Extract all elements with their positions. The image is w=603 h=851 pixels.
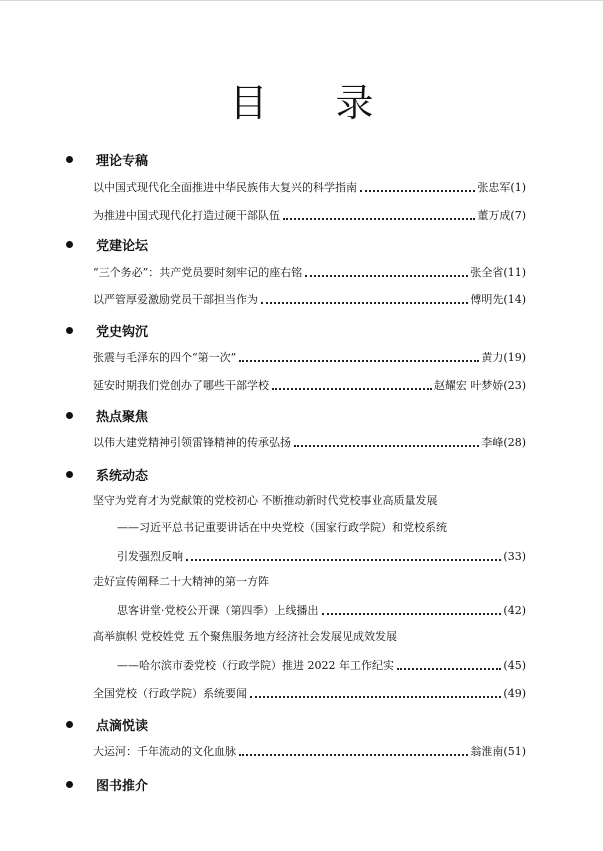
section-title: 理论专稿 (96, 153, 149, 169)
bullet-icon (66, 241, 73, 248)
entry-title: 引发强烈反响 (117, 550, 183, 563)
leader-dots (186, 559, 501, 561)
leader-dots (305, 275, 468, 277)
leader-dots (250, 696, 501, 698)
bullet-icon (66, 412, 73, 419)
leader-dots (239, 360, 479, 362)
entry-page: (51) (503, 745, 526, 758)
entry-author: 李峰 (481, 436, 504, 449)
entry-title-line[interactable]: 坚守为党育才为党献策的党校初心 不断推动新时代党校事业高质量发展 (93, 494, 438, 507)
bullet-icon (66, 471, 73, 478)
toc-entry[interactable] (93, 375, 526, 393)
leader-dots (294, 445, 479, 447)
section-title: 系统动态 (96, 468, 149, 484)
section-title: 图书推介 (96, 778, 149, 794)
section-heading (66, 234, 148, 254)
leader-dots (261, 302, 468, 304)
entry-title: 延安时期我们党创办了哪些干部学校 (93, 379, 269, 392)
bullet-icon (66, 781, 73, 788)
entry-author: 傅明先 (470, 293, 504, 306)
section-title: 党史钩沉 (96, 324, 149, 340)
entry-author: 翁淮南 (470, 745, 504, 758)
entry-page: (23) (503, 379, 526, 392)
entry-title: 以严管厚爱激励党员干部担当作为 (93, 293, 258, 306)
entry-author: 董万成 (477, 209, 511, 222)
bullet-icon (66, 156, 73, 163)
entry-author: 黄力 (481, 351, 504, 364)
toc-entry[interactable] (93, 289, 526, 307)
entry-title: “三个务必”：共产党员要时刻牢记的座右铭 (93, 266, 303, 279)
entry-page: (42) (503, 604, 526, 617)
toc-entry[interactable] (93, 432, 526, 450)
entry-title: 全国党校（行政学院）系统要闻 (93, 687, 247, 700)
toc-entry[interactable] (117, 655, 526, 673)
section-heading (66, 714, 148, 734)
section-title: 热点聚焦 (96, 409, 149, 425)
entry-page: (7) (510, 209, 526, 222)
section-heading (66, 320, 148, 340)
entry-title-line[interactable]: 高举旗帜 党校姓党 五个聚焦服务地方经济社会发展见成效发展 (93, 630, 397, 643)
entry-title: ——哈尔滨市委党校（行政学院）推进 2022 年工作纪实 (117, 659, 394, 672)
entry-author: 赵耀宏 叶梦娇 (433, 379, 504, 392)
entry-title-line[interactable]: 走好宣传阐释二十大精神的第一方阵 (93, 575, 269, 588)
bullet-icon (66, 327, 73, 334)
leader-dots (322, 613, 502, 615)
section-heading (66, 405, 148, 425)
entry-page: (14) (503, 293, 526, 306)
entry-page: (11) (503, 266, 526, 279)
toc-entry[interactable] (93, 177, 526, 195)
toc-entry[interactable] (93, 741, 526, 759)
leader-dots (283, 218, 475, 220)
entry-page: (19) (503, 351, 526, 364)
entry-author: 张全省 (470, 266, 504, 279)
entry-subtitle-line[interactable]: ——习近平总书记重要讲话在中央党校（国家行政学院）和党校系统 (117, 521, 447, 534)
entry-page: (49) (503, 687, 526, 700)
toc-entry[interactable] (93, 262, 526, 280)
entry-page: (45) (503, 659, 526, 672)
section-title: 点滴悦读 (96, 718, 149, 734)
section-heading (66, 464, 148, 484)
entry-title: 张震与毛泽东的四个“第一次” (93, 351, 237, 364)
leader-dots (397, 668, 501, 670)
toc-entry[interactable] (93, 205, 526, 223)
entry-title: 以中国式现代化全面推进中华民族伟大复兴的科学指南 (93, 181, 357, 194)
leader-dots (272, 388, 432, 390)
entry-page: (28) (503, 436, 526, 449)
toc-entry[interactable] (93, 683, 526, 701)
toc-entry[interactable] (117, 600, 526, 618)
leader-dots (360, 190, 475, 192)
toc-entry[interactable] (93, 347, 526, 365)
entry-author: 张忠军 (477, 181, 511, 194)
entry-title: 思客讲堂·党校公开课（第四季）上线播出 (117, 604, 319, 617)
leader-dots (239, 754, 468, 756)
entry-title: 大运河：千年流动的文化血脉 (93, 745, 236, 758)
page-top-border (0, 0, 603, 1)
page-title: 目 录 (229, 81, 402, 125)
toc-entry[interactable] (117, 546, 526, 564)
entry-page: (1) (510, 181, 526, 194)
entry-title: 为推进中国式现代化打造过硬干部队伍 (93, 209, 280, 222)
entry-title: 以伟大建党精神引领雷锋精神的传承弘扬 (93, 436, 291, 449)
bullet-icon (66, 721, 73, 728)
entry-page: (33) (503, 550, 526, 563)
section-heading (66, 149, 148, 169)
section-heading (66, 774, 148, 794)
section-title: 党建论坛 (96, 238, 149, 254)
